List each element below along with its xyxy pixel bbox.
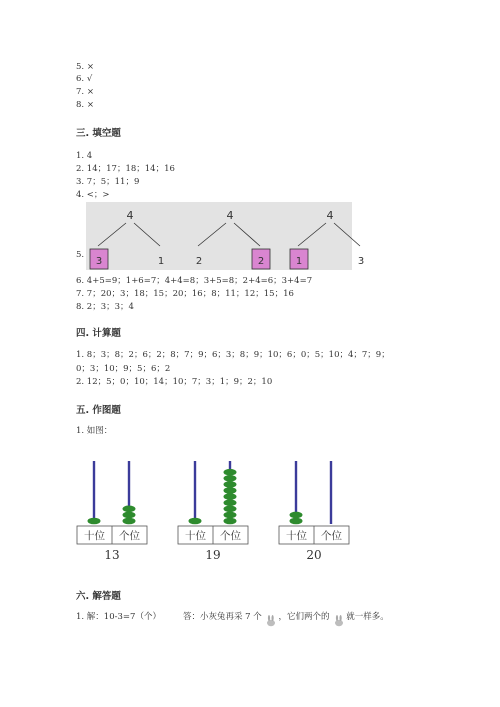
rabbit-icon-2: [332, 614, 346, 628]
ones-bead: [224, 487, 237, 494]
answer-text-2: ，它们两个的: [278, 612, 330, 622]
abacus-number: 20: [306, 548, 322, 562]
tens-label: 十位: [286, 530, 307, 542]
fill-line-3: 3. 7；5；11；9: [76, 177, 140, 187]
judge-item-8: 8. ×: [76, 100, 94, 110]
answer-text-3: 就一样多。: [346, 612, 389, 622]
tens-label: 十位: [84, 530, 105, 542]
ones-bead: [224, 518, 237, 525]
tree-left-number: 1: [295, 256, 303, 267]
abacus-number: 13: [104, 548, 120, 562]
tree-right-number: 3: [357, 256, 365, 267]
number-trees-figure: [86, 202, 365, 272]
section-4-title: 四. 计算题: [76, 328, 121, 339]
fill-line-1: 1. 4: [76, 151, 93, 161]
section-5-title: 五. 作图题: [76, 405, 121, 416]
tens-bead: [290, 512, 303, 519]
ones-bead: [224, 481, 237, 488]
answer-equation: 1. 解：10-3=7（个）: [76, 612, 161, 622]
ones-bead: [123, 512, 136, 519]
tree-right-number: 2: [257, 256, 265, 267]
fill-line-2: 2. 14；17；18；14；16: [76, 164, 175, 174]
ones-bead: [224, 493, 237, 500]
abacus-number: 19: [205, 548, 221, 562]
fill-line-6: 6. 4+5=9；1+6=7；4+4=8；3+5=8；2+4=6；3+4=7: [76, 276, 313, 286]
tree-left-number: 3: [95, 256, 103, 267]
tens-bead: [88, 518, 101, 525]
fill-line-4: 4. <；>: [76, 190, 110, 200]
answer-text-1: 答：小灰兔再采 7 个: [182, 612, 262, 622]
answer-line: [76, 612, 389, 628]
abacus-figure: [72, 455, 362, 567]
judge-item-7: 7. ×: [76, 87, 94, 97]
ones-label: 个位: [119, 530, 140, 542]
tree-right-number: 1: [157, 256, 165, 267]
tens-label: 十位: [185, 530, 206, 542]
fill-q5-label: 5.: [76, 250, 85, 260]
judge-item-5: 5. ×: [76, 62, 94, 72]
drawing-caption: 1. 如图：: [76, 426, 113, 436]
ones-bead: [224, 469, 237, 476]
ones-bead: [224, 506, 237, 513]
ones-label: 个位: [321, 530, 342, 542]
tree-top-number: 4: [126, 209, 134, 222]
ones-bead: [123, 506, 136, 513]
tree-top-number: 4: [326, 209, 334, 222]
section-6-title: 六. 解答题: [76, 591, 121, 602]
tens-bead: [189, 518, 202, 525]
calc-line-2: 2. 12；5；0；10；14；10；7；3；1；9；2；10: [76, 377, 273, 387]
fill-line-8: 8. 2；3；3；4: [76, 302, 134, 312]
ones-bead: [224, 512, 237, 519]
ones-bead: [224, 499, 237, 506]
tree-left-number: 2: [195, 256, 203, 267]
section-3-title: 三. 填空题: [76, 128, 121, 139]
tree-top-number: 4: [226, 209, 234, 222]
ones-bead: [123, 518, 136, 525]
rabbit-icon: [264, 614, 278, 628]
fill-line-7: 7. 7；20；3；18；15；20；16；8；11；12；15；16: [76, 289, 294, 299]
judge-item-6: 6. √: [76, 74, 93, 84]
calc-line-1-cont: 0；3；10；9；5；6；2: [76, 364, 171, 374]
ones-bead: [224, 475, 237, 482]
tens-bead: [290, 518, 303, 525]
ones-label: 个位: [220, 530, 241, 542]
calc-line-1: 1. 8；3；8；2；6；2；8；7；9；6；3；8；9；10；6；0；5；10；4；7；9；: [76, 350, 390, 360]
